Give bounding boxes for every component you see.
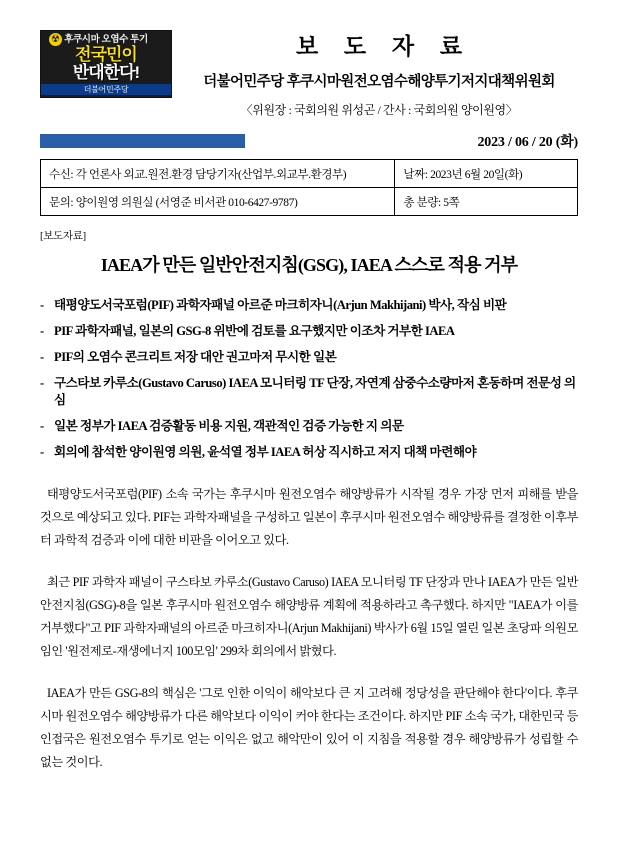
date-cell — [395, 160, 578, 188]
bullet-list — [40, 297, 578, 461]
date-value: 2023년 6월 20일(화) — [430, 168, 523, 181]
blue-accent-bar — [40, 134, 245, 148]
list-item — [40, 375, 578, 409]
logo-line1: 후쿠시마 오염수 투기 — [64, 34, 148, 45]
bullet-text: 태평양도서국포럼(PIF) 과학자패널 아르준 마크히자니(Arjun Makhijani) 박사, 작심 비판 — [54, 298, 507, 312]
paragraph: IAEA가 만든 GSG-8의 핵심은 '그로 인한 이익이 해악보다 큰 지 고려해 정당성을 판단해야 한다'이다. 후쿠시마 원전오염수 해양방류가 다른 해악보다 이익이 커야 한다는 조건이다. 하지만 PIF 소속 국가, 대한민국 등 인접국은 원전오염수 투기로 얻는 이익은 없고 해악만이 있어 이 지침을 적용할 경우 해양방류가 성립할 수 없는 것이다. — [40, 686, 578, 769]
press-release-tag: [보도자료] — [40, 231, 86, 242]
bullet-dash: - — [40, 298, 44, 312]
logo-party-label: 더불어민주당 — [41, 84, 171, 95]
info-table — [40, 159, 578, 216]
bullet-text: 일본 정부가 IAEA 검증활동 비용 지원, 객관적인 검증 가능한 지 의문 — [54, 419, 404, 433]
recipient-value: 각 언론사 외교.원전.환경 담당기자(산업부.외교부.환경부) — [75, 168, 347, 181]
table-row — [41, 188, 578, 216]
bullet-dash: - — [40, 324, 44, 338]
radiation-icon: ☢ — [49, 33, 62, 46]
pages-label: 총 분량: — [403, 196, 441, 209]
bullet-text: PIF 과학자패널, 일본의 GSG-8 위반에 검토를 요구했지만 이조차 거부한 IAEA — [54, 324, 455, 338]
list-item — [40, 418, 578, 435]
recipient-label: 수신: — [49, 168, 74, 181]
paragraph: 태평양도서국포럼(PIF) 소속 국가는 후쿠시마 원전오염수 해양방류가 시작될 경우 가장 먼저 피해를 받을 것으로 예상되고 있다. PIF는 과학자패널을 구성하고 일본이 후쿠시마 원전오염수 해양방류를 결정한 이후부터 과학적 검증과 이에 대한 비판을 이어오고 있다. — [40, 487, 578, 547]
bullet-dash: - — [40, 350, 44, 364]
list-item — [40, 349, 578, 366]
issuing-organization: 더불어민주당 후쿠시마원전오염수해양투기저지대책위원회 — [203, 74, 555, 90]
body-paragraphs — [40, 483, 578, 774]
list-item — [40, 323, 578, 340]
logo-line2: 전국민이 — [75, 45, 137, 64]
contact-value: 양이원영 의원실 (서영준 비서관 010-6427-9787) — [75, 196, 298, 209]
pages-value: 5쪽 — [443, 196, 460, 209]
header-titles — [180, 26, 578, 118]
divider-row — [40, 132, 578, 150]
table-row — [41, 160, 578, 188]
recipient-cell — [41, 160, 395, 188]
contact-cell — [41, 188, 395, 216]
campaign-logo — [40, 30, 172, 98]
bullet-dash: - — [40, 376, 44, 390]
document-header — [40, 0, 578, 118]
committee-officials: 〈위원장 : 국회의원 위성곤 / 간사 : 국회의원 양이원영〉 — [240, 103, 518, 117]
bullet-text: 회의에 참석한 양이원영 의원, 윤석열 정부 IAEA 허상 직시하고 저지 대책 마련해야 — [54, 445, 477, 459]
bullet-dash: - — [40, 445, 44, 459]
bullet-text: PIF의 오염수 콘크리트 저장 대안 권고마저 무시한 일본 — [54, 350, 337, 364]
contact-label: 문의: — [49, 196, 74, 209]
logo-container — [40, 26, 180, 98]
list-item — [40, 297, 578, 314]
logo-line3: 반대한다! — [72, 63, 140, 82]
paragraph: 최근 PIF 과학자 패널이 구스타보 카루소(Gustavo Caruso) IAEA 모니터링 TF 단장과 만나 IAEA가 만든 일반안전지침(GSG)-8을 일본 후쿠시마 원전오염수 해양방류 계획에 적용하라고 촉구했다. 하지만 "IAEA가 이를 거부했다"고 PIF 과학자패널의 아르준 마크히자니(Arjun Makhijani) 박사가 6월 15일 열린 일본 초당파 의원모임인 '원전제로-재생에너지 100모임' 299차 회의에서 밝혔다. — [40, 575, 578, 658]
pages-cell — [395, 188, 578, 216]
document-kind: 보 도 자 료 — [295, 34, 473, 59]
date-label: 날짜: — [403, 168, 428, 181]
bullet-dash: - — [40, 419, 44, 433]
list-item — [40, 444, 578, 461]
release-date: 2023 / 06 / 20 (화) — [477, 135, 578, 150]
bullet-text: 구스타보 카루소(Gustavo Caruso) IAEA 모니터링 TF 단장, 자연계 삼중수소량마저 혼동하며 전문성 의심 — [54, 376, 576, 407]
page-title: IAEA가 만든 일반안전지침(GSG), IAEA 스스로 적용 거부 — [100, 255, 518, 275]
